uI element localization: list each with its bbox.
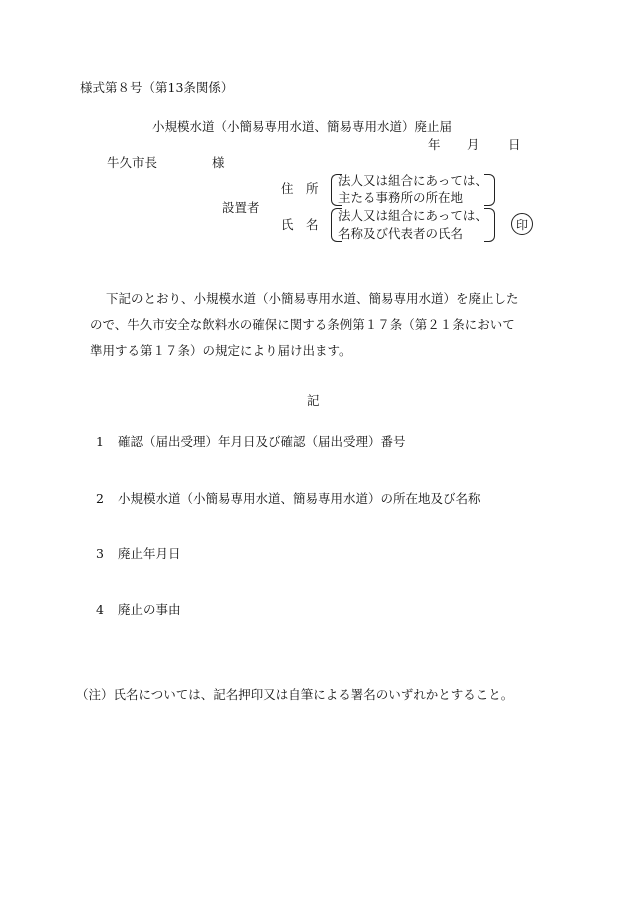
seal-label: 印 — [515, 217, 528, 232]
item-text: 小規模水道（小簡易専用水道、簡易専用水道）の所在地及び名称 — [118, 491, 481, 506]
seal-mark — [511, 213, 533, 235]
date-year-label: 年 — [428, 137, 441, 152]
document-title: 小規模水道（小簡易専用水道、簡易専用水道）廃止届 — [152, 119, 453, 134]
body-paragraph — [80, 286, 560, 364]
body-line-3: 準用する第１７条）の規定により届け出ます。 — [90, 343, 352, 358]
body-line-2: ので、牛久市安全な飲料水の確保に関する条例第１７条（第２１条において — [90, 317, 515, 332]
name-bracket-right — [484, 208, 495, 242]
item-text: 廃止の事由 — [118, 602, 181, 617]
item-text: 確認（届出受理）年月日及び確認（届出受理）番号 — [118, 434, 406, 449]
item-number: 4 — [96, 602, 104, 617]
addressee-suffix: 様 — [212, 155, 225, 170]
name-note-line2: 名称及び代表者の氏名 — [338, 226, 464, 241]
footnote: （注）氏名については、記名押印又は自筆による署名のいずれかとすること。 — [76, 687, 514, 702]
applicant-label: 設置者 — [222, 200, 260, 215]
address-note-line2: 主たる事務所の所在地 — [338, 190, 464, 205]
form-number: 様式第８号（第13条関係） — [80, 80, 234, 95]
address-label: 住 所 — [281, 181, 319, 196]
address-bracket-right — [484, 174, 495, 206]
ki-heading: 記 — [307, 393, 320, 408]
body-line-1: 下記のとおり、小規模水道（小簡易専用水道、簡易専用水道）を廃止した — [106, 291, 519, 306]
item-text: 廃止年月日 — [118, 546, 181, 561]
address-note-line1: 法人又は組合にあっては、 — [338, 173, 488, 188]
item-number: 2 — [96, 491, 104, 506]
name-note-line1: 法人又は組合にあっては、 — [338, 208, 488, 223]
item-number: 3 — [96, 546, 104, 561]
name-label: 氏 名 — [281, 217, 319, 232]
date-day-label: 日 — [508, 137, 521, 152]
addressee-name: 牛久市長 — [107, 155, 158, 170]
item-number: 1 — [96, 434, 104, 449]
date-month-label: 月 — [467, 137, 480, 152]
